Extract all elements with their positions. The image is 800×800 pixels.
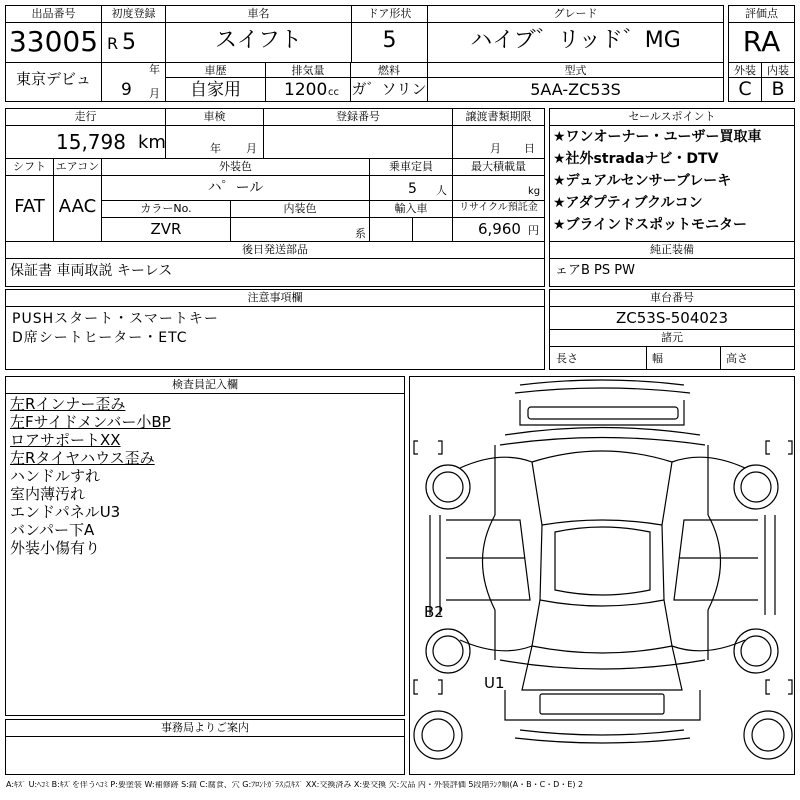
recycle-label: リサイクル預託金 [459,202,538,213]
fuel-value: ガ゛ソリン [351,80,427,98]
inspector-note: ハンドルすれ [10,467,101,485]
grade-label: グレード [553,7,598,20]
load-label: 最大積載量 [471,160,526,173]
later-parts-value: 保証書 車両取説 キーレス [10,263,173,279]
car-name-label: 車名 [247,7,270,20]
notes-line: PUSHスタート・スマートキー [12,311,219,327]
sales-point-item: ★ワンオーナー・ユーザー買取車 [553,129,762,145]
displacement-label: 排気量 [291,64,325,77]
inspector-note: エンドパネルU3 [10,503,121,521]
notes-line: D席シートヒーター・ETC [12,330,188,346]
capacity-value: 5 [408,181,417,197]
height-label: 高さ [726,352,748,365]
int-label: 内装 [767,64,789,77]
color-value: ハ゜ール [207,180,264,196]
reg-no-label: 登録番号 [336,110,380,123]
width-label: 幅 [652,352,663,365]
recycle-value: 6,960 [478,220,521,238]
fuel-label: 燃料 [378,64,400,77]
first-reg-month: 9 [121,80,132,100]
ac-value: AAC [58,196,97,217]
car-name: スイフト [215,28,302,53]
history-label: 車歴 [204,64,227,77]
office-label: 事務局よりご案内 [161,721,249,734]
inspector-notes [10,397,171,559]
length-label: 長さ [556,352,578,365]
lot-number: 33005 [8,25,99,58]
transfer-month-unit: 月 [490,142,501,155]
door-label: ドア形状 [367,7,412,20]
int-color-label: 内装色 [283,202,317,215]
inspector-note: 室内薄汚れ [10,485,86,503]
mileage-label: 走行 [74,110,97,123]
later-parts-label: 後日発送部品 [242,243,308,256]
first-reg-label: 初度登録 [111,7,156,20]
import-label: 輸入車 [394,202,428,215]
ac-label: エアコン [55,160,100,173]
lot-label: 出品番号 [31,7,76,20]
month-unit: 月 [149,87,160,100]
eval-score: RA [742,25,781,58]
shift-value: FAT [14,196,45,217]
sales-point-item: ★アダプティブクルコン [553,195,703,211]
transfer-day-unit: 日 [524,142,535,155]
ext-grade: C [738,78,752,100]
chassis-number: ZC53S-504023 [615,309,729,327]
first-reg-year: 5 [122,30,136,55]
transfer-label: 譲渡書類期限 [465,110,532,123]
grade-value: ハイブ゛リッド゛MG [470,28,681,53]
sales-point-item: ★社外stradaナビ・DTV [553,151,719,167]
sales-point-item: ★ブラインドスポットモニター [553,217,747,233]
capacity-unit: 人 [436,184,447,197]
damage-mark-b2: B2 [424,603,444,621]
int-grade: B [771,78,785,100]
color-label: 外装色 [219,160,252,173]
sales-points-list [553,130,793,240]
equipment-label: 純正装備 [650,243,694,256]
chassis-label: 車台番号 [650,291,694,304]
ext-label: 外装 [734,64,756,77]
inspector-note: ロアサポートXX [10,431,121,449]
car-diagram [414,380,792,759]
era: R [107,34,119,53]
equipment-value: ェアB PS PW [555,263,635,278]
shift-label: シフト [13,160,46,173]
int-color-unit: 系 [355,227,366,240]
history-value: 自家用 [190,80,241,100]
damage-mark-u1: U1 [484,674,505,692]
inspector-label: 検査員記入欄 [172,378,238,391]
inspector-note: バンパー下A [10,521,95,539]
year-unit: 年 [149,63,160,76]
model-label: 型式 [564,64,587,77]
door-value: 5 [382,28,397,53]
sales-points-label: セールスポイント [628,110,716,123]
sales-point-item: ★デュアルセンサーブレーキ [553,173,732,189]
inspector-note: 左Rインナー歪み [10,395,126,413]
color-no-label: カラーNo. [140,202,192,215]
dims-label: 諸元 [661,331,683,344]
capacity-label: 乗車定員 [389,160,433,173]
displacement-value: 1200 [284,80,328,100]
inspector-note: 左Fサイドメンバー小BP [10,413,171,431]
color-no-value: ZVR [150,220,182,238]
eval-label: 評価点 [745,7,778,20]
inspector-note: 外装小傷有り [10,539,101,557]
displacement-unit: cc [328,87,339,98]
insp-month-unit: 月 [246,142,257,155]
inspector-note: 左Rタイヤハウス歪み [10,449,155,467]
recycle-unit: 円 [528,224,539,237]
mileage-value: 15,798 [56,130,126,154]
model-value: 5AA-ZC53S [530,80,621,99]
notes-label: 注意事項欄 [247,291,303,304]
inspection-label: 車検 [203,110,226,123]
legend-text: A:ｷｽﾞ U:ﾍｺﾐ B:ｷｽﾞを伴うﾍｺﾐ P:要塗装 W:補修跡 S:錆 C:腐食、穴 G:ﾌﾛﾝﾄｶﾞﾗｽ点ｷｽﾞ XX:交換済み X:要交換 欠:欠品 内・外装評価 5段階ﾗﾝｸ順(A・B・C・D・E) 2 [6,781,584,789]
venue: 東京デビュ [15,70,91,88]
load-unit: kg [528,186,541,197]
mileage-unit: km [138,132,166,153]
insp-year-unit: 年 [210,142,221,155]
